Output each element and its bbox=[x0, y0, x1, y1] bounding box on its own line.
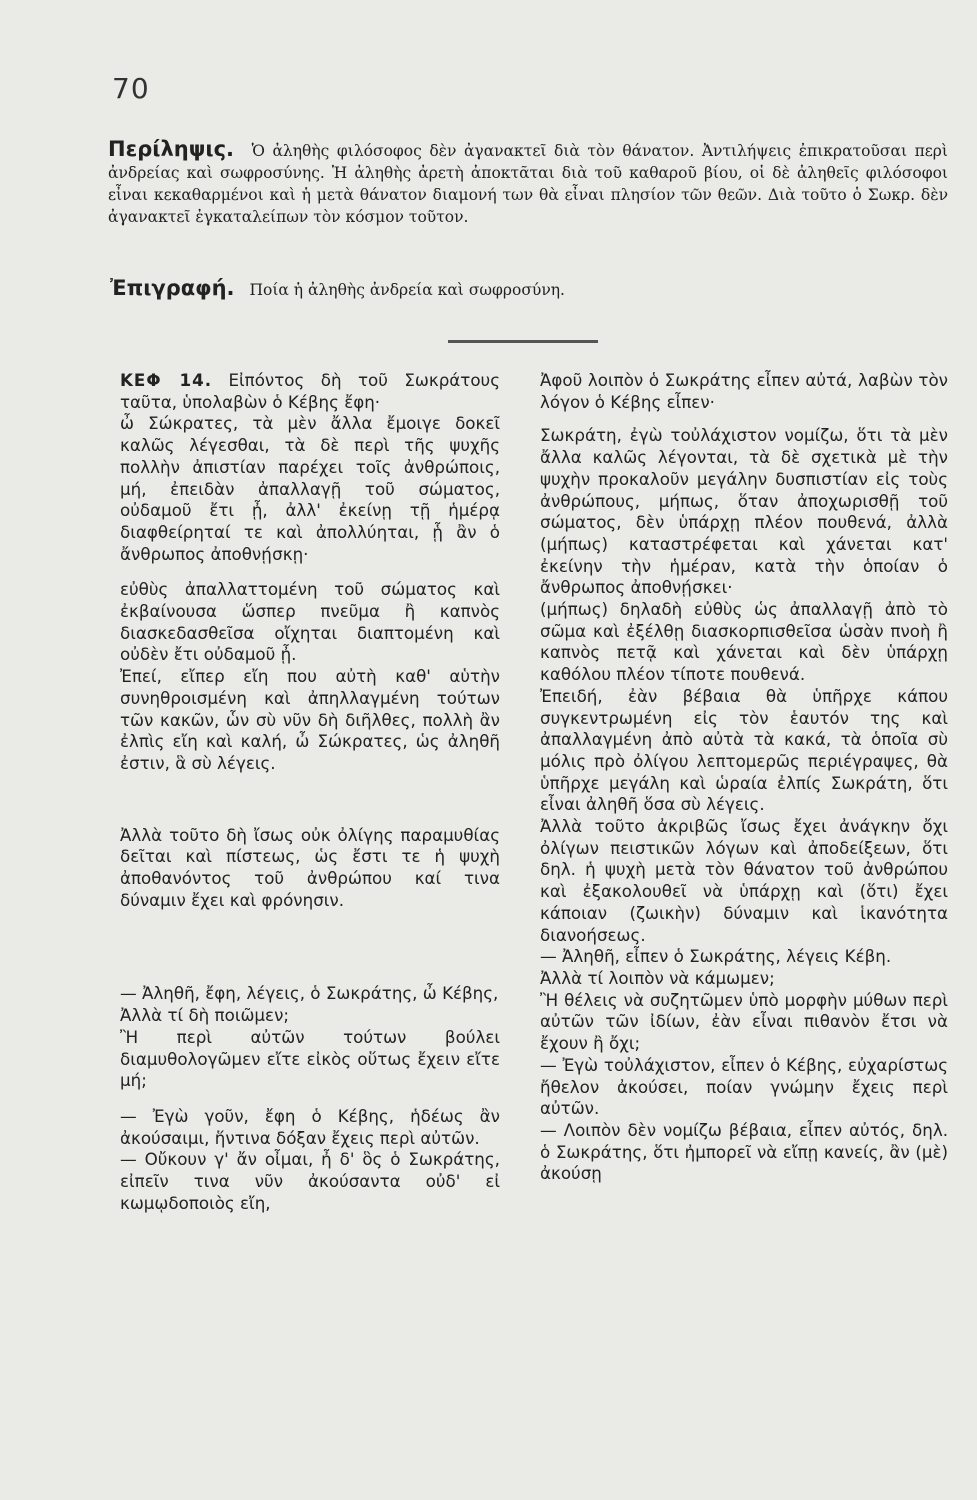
paragraph: (μήπως) δηλαδὴ εὐθὺς ὡς ἀπαλλαγῇ ἀπὸ τὸ σῶμα καὶ ἐξέλθῃ διασκορπισθεῖσα ὡσὰν πνοὴ ἢ καπνὸς πετᾷ καὶ χάνεται καὶ δὲν ὑπάρχῃ καθόλου πλέον τίποτε πουθενά. bbox=[540, 599, 948, 685]
chapter-marker: ΚΕΦ 14. bbox=[120, 370, 213, 390]
paragraph: Ἢ περὶ αὐτῶν τούτων βούλει διαμυθολογῶμεν εἴτε εἰκὸς οὕτως ἔχειν εἴτε μή; bbox=[120, 1026, 500, 1091]
inscription-text: Ποία ἡ ἀληθὴς ἀνδρεία καὶ σωφροσύνη. bbox=[249, 281, 565, 299]
paragraph: Ἀλλὰ τί λοιπὸν νὰ κάμωμεν; bbox=[540, 967, 775, 988]
greek-translation-column bbox=[540, 370, 948, 1185]
paragraph: Ἐπειδή, ἐὰν βέβαια θὰ ὑπῆρχε κάπου συγκεντρωμένη εἰς τὸν ἑαυτόν της καὶ ἀπαλλαγμένη ἀπὸ αὐτὰ τὰ κακά, τὰ ὁποῖα σὺ μόλις πρὸ ὀλίγου λεπτομερῶς περιέγραψες, θὰ ὑπῆρχε μεγάλη καὶ ὡραία ἐλπίς Σωκράτη, ὅτι εἶναι ἀληθῆ ὅσα σὺ λέγεις. bbox=[540, 685, 948, 815]
paragraph: — Ἀληθῆ, εἶπεν ὁ Σωκράτης, λέγεις Κέβη. bbox=[540, 946, 892, 967]
inscription-label: Ἐπιγραφή. bbox=[110, 276, 235, 300]
paragraph: — Ἀληθῆ, ἔφη, λέγεις, ὁ Σωκράτης, ὦ Κέβης, bbox=[120, 983, 499, 1004]
paragraph: — Ἐγὼ γοῦν, ἔφη ὁ Κέβης, ἡδέως ἂν ἀκούσαιμι, ἥντινα δόξαν ἔχεις περὶ αὐτῶν. bbox=[120, 1105, 500, 1148]
paragraph: Ἀλλὰ τί δὴ ποιῶμεν; bbox=[120, 1005, 290, 1026]
paragraph-text: Εἰπόντος δὴ τοῦ Σωκράτους ταῦτα, ὑπολαβὼν ὁ Κέβης ἔφη· bbox=[120, 370, 500, 412]
paragraph: Ἢ θέλεις νὰ συζητῶμεν ὑπὸ μορφὴν μύθων περὶ αὐτῶν τῶν ἰδίων, ἐὰν εἶναι πιθανὸν ἔτσι νὰ ἔχουν ἢ ὄχι; bbox=[540, 989, 948, 1054]
paragraph: — Λοιπὸν δὲν νομίζω βέβαια, εἶπεν αὐτός, δηλ. ὁ Σωκράτης, ὅτι ἠμπορεῖ νὰ εἴπῃ κανείς, ἂν (μὲ) ἀκούσῃ bbox=[540, 1119, 948, 1184]
summary-text: Ὁ ἀληθὴς φιλόσοφος δὲν ἀγανακτεῖ διὰ τὸν θάνατον. Ἀντιλήψεις ἐπικρατοῦσαι περὶ ἀνδρείας καὶ σωφροσύνης. Ἡ ἀληθὴς ἀρετὴ ἀποκτᾶται διὰ τοῦ καθαροῦ βίου, οἱ δὲ ἀληθεῖς φιλόσοφοι εἶναι κεκαθαρμένοι καὶ ἡ μετὰ θάνατον διαμονή των θὰ εἶναι πλησίον τῶν θεῶν. Διὰ τοῦτο ὁ Σωκρ. δὲν ἀγανακτεῖ ἐγκαταλείπων τὸν κόσμον τοῦτον. bbox=[108, 142, 948, 226]
greek-original-column bbox=[120, 370, 500, 1215]
paragraph: Ἀλλὰ τοῦτο ἀκριβῶς ἴσως ἔχει ἀνάγκην ὄχι ὀλίγων πειστικῶν λόγων καὶ ἀποδείξεων, ὅτι δηλ. ἡ ψυχὴ μετὰ τὸν θάνατον τοῦ ἀνθρώπου καὶ ἐξακολουθεῖ νὰ ὑπάρχῃ καὶ (ὅτι) ἔχει κάποιαν (ζωικὴν) δύναμιν καὶ ἱκανότητα διανοήσεως. bbox=[540, 816, 948, 945]
summary-paragraph bbox=[108, 138, 948, 228]
summary-label: Περίληψις. bbox=[108, 137, 234, 161]
section-divider bbox=[448, 340, 598, 343]
paragraph bbox=[120, 370, 500, 413]
inscription-line bbox=[110, 276, 910, 300]
page-number: 70 bbox=[112, 72, 150, 105]
paragraph: Σωκράτη, ἐγὼ τοὐλάχιστον νομίζω, ὅτι τὰ μὲν ἄλλα καλῶς λέγονται, τὰ δὲ σχετικὰ μὲ τὴν ψυχὴν προκαλοῦν μεγάλην δυσπιστίαν εἰς τοὺς ἀνθρώπους, μήπως, ὅταν ἀποχωρισθῇ τοῦ σώματος, δὲν ὑπάρχῃ πλέον πουθενά, ἀλλὰ (μήπως) καταστρέφεται καὶ χάνεται κατ' ἐκείνην τὴν ἡμέραν, κατὰ τὴν ὁποίαν ὁ ἄνθρωπος ἀποθνῄσκει· bbox=[540, 425, 948, 598]
paragraph: Ἀφοῦ λοιπὸν ὁ Σωκράτης εἶπεν αὐτά, λαβὼν τὸν λόγον ὁ Κέβης εἶπεν· bbox=[540, 370, 948, 412]
paragraph: — Ἐγὼ τοὐλάχιστον, εἶπεν ὁ Κέβης, εὐχαρίστως ἤθελον ἀκούσει, ποίαν γνώμην ἔχεις περὶ αὐτῶν. bbox=[540, 1054, 948, 1119]
paragraph: Ἐπεί, εἴπερ εἴη που αὐτὴ καθ' αὑτὴν συνηθροισμένη καὶ ἀπηλλαγμένη τούτων τῶν κακῶν, ὧν σὺ νῦν δὴ διῆλθες, πολλὴ ἂν ἐλπὶς εἴη καὶ καλή, ὦ Σώκρατες, ὡς ἀληθῆ ἐστιν, ἃ σὺ λέγεις. bbox=[120, 666, 500, 773]
paragraph: Ἀλλὰ τοῦτο δὴ ἴσως οὐκ ὀλίγης παραμυθίας δεῖται καὶ πίστεως, ὡς ἔστι τε ἡ ψυχὴ ἀποθανόντος τοῦ ἀνθρώπου καί τινα δύναμιν ἔχει καὶ φρόνησιν. bbox=[120, 824, 500, 910]
paragraph: — Οὔκουν γ' ἄν οἶμαι, ἦ δ' ὃς ὁ Σωκράτης, εἰπεῖν τινα νῦν ἀκούσαντα οὐδ' εἰ κωμῳδοποιὸς εἴη, bbox=[120, 1149, 500, 1213]
paragraph: ὦ Σώκρατες, τὰ μὲν ἄλλα ἔμοιγε δοκεῖ καλῶς λέγεσθαι, τὰ δὲ περὶ τῆς ψυχῆς πολλὴν ἀπιστίαν παρέχει τοῖς ἀνθρώποις, μή, ἐπειδὰν ἀπαλλαγῇ τοῦ σώματος, οὐδαμοῦ ἔτι ᾖ, ἀλλ' ἐκείνῃ τῇ ἡμέρᾳ διαφθείρηταί τε καὶ ἀπολλύηται, ᾗ ἂν ὁ ἄνθρωπος ἀποθνῄσκῃ· bbox=[120, 413, 500, 564]
paragraph: εὐθὺς ἀπαλλαττομένη τοῦ σώματος καὶ ἐκβαίνουσα ὥσπερ πνεῦμα ἢ καπνὸς διασκεδασθεῖσα οἴχηται διαπτομένη καὶ οὐδὲν ἔτι οὐδαμοῦ ᾖ. bbox=[120, 579, 500, 665]
